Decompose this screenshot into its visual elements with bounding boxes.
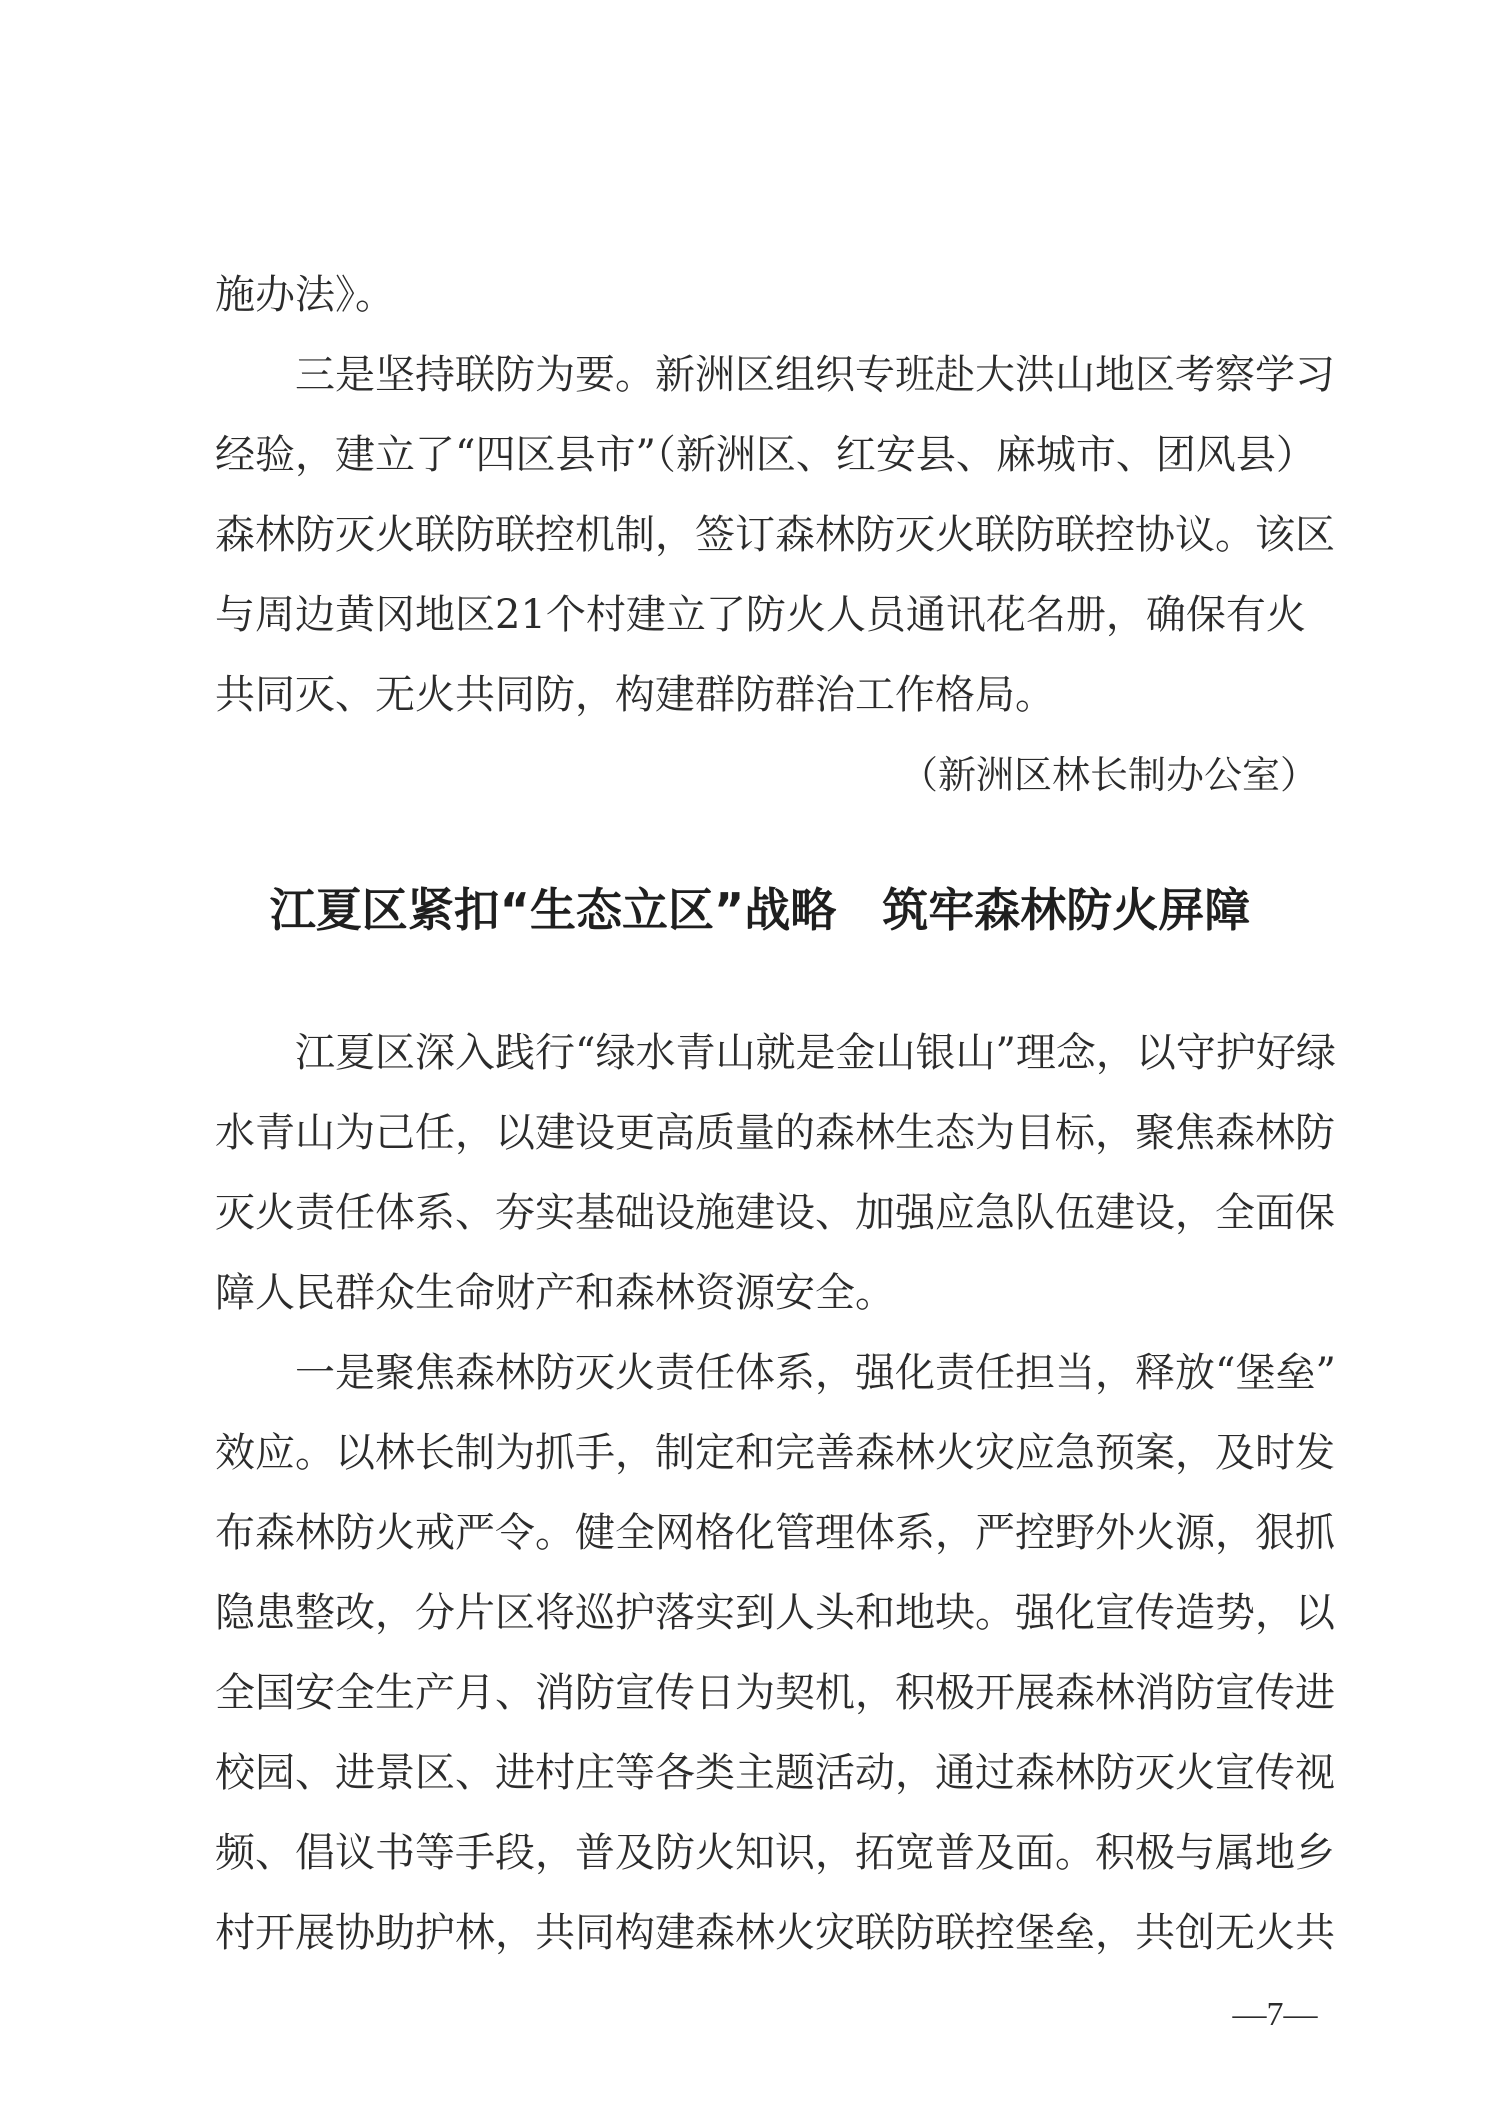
- article-line-12: 村开展协助护林，共同构建森林火灾联防联控堡垒，共创无火共: [215, 1910, 1335, 1956]
- article-line-1: 江夏区深入践行“绿水青山就是金山银山”理念，以守护好绿: [295, 1030, 1336, 1076]
- section1-line-5: 与周边黄冈地区21个村建立了防火人员通讯花名册，确保有火: [215, 592, 1306, 638]
- article-line-2: 水青山为己任，以建设更高质量的森林生态为目标，聚焦森林防: [215, 1110, 1335, 1156]
- section1-line-3: 经验，建立了“四区县市”（新洲区、红安县、麻城市、团风县）: [215, 432, 1316, 478]
- article-line-9: 全国安全生产月、消防宣传日为契机，积极开展森林消防宣传进: [215, 1670, 1335, 1716]
- article-line-7: 布森林防火戒严令。健全网格化管理体系，严控野外火源，狠抓: [215, 1510, 1335, 1556]
- article-line-5: 一是聚焦森林防灭火责任体系，强化责任担当，释放“堡垒”: [295, 1350, 1336, 1396]
- article-line-3: 灭火责任体系、夯实基础设施建设、加强应急队伍建设，全面保: [215, 1190, 1335, 1236]
- section1-line-1: 施办法》。: [215, 272, 395, 318]
- article-line-10: 校园、进景区、进村庄等各类主题活动，通过森林防灭火宣传视: [215, 1750, 1335, 1796]
- article-line-4: 障人民群众生命财产和森林资源安全。: [215, 1270, 895, 1316]
- article-line-11: 频、倡议书等手段，普及防火知识，拓宽普及面。积极与属地乡: [215, 1830, 1335, 1876]
- section1-line-2: 三是坚持联防为要。新洲区组织专班赴大洪山地区考察学习: [295, 352, 1335, 398]
- source-attribution: （新洲区林长制办公室）: [900, 753, 1319, 797]
- section1-line-4: 森林防灭火联防联控机制，签订森林防灭火联防联控协议。该区: [215, 512, 1335, 558]
- page-number: —7—: [1232, 1996, 1318, 2033]
- article-line-6: 效应。以林长制为抓手，制定和完善森林火灾应急预案，及时发: [215, 1430, 1335, 1476]
- section1-line-6: 共同灭、无火共同防，构建群防群治工作格局。: [215, 672, 1055, 718]
- article-title: 江夏区紧扣“生态立区”战略 筑牢森林防火屏障: [269, 883, 1251, 937]
- article-line-8: 隐患整改，分片区将巡护落实到人头和地块。强化宣传造势，以: [215, 1590, 1335, 1636]
